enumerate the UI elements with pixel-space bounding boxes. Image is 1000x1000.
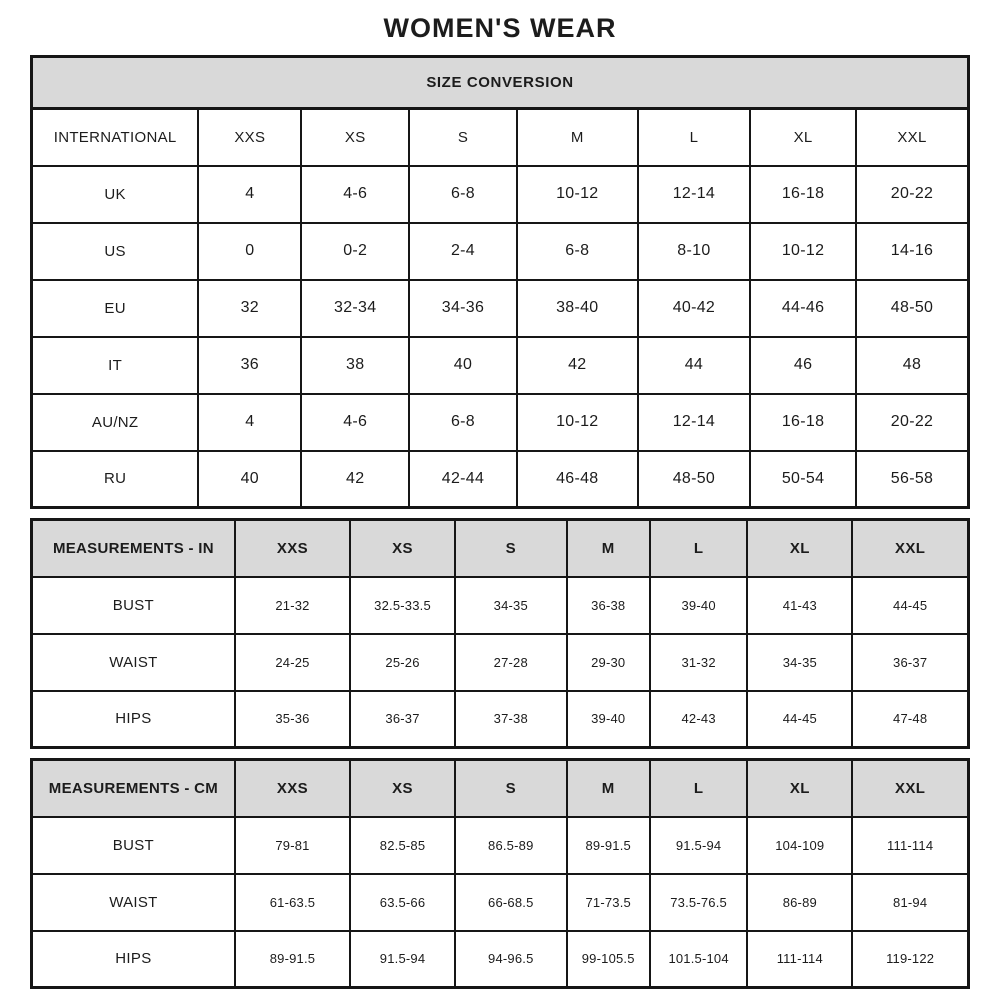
size-header-cell: L [650,520,747,577]
table-row [32,817,969,874]
table-row [32,223,969,280]
value-cell: 39-40 [650,577,747,634]
value-cell: 36-37 [350,691,455,748]
table-row [32,691,969,748]
value-cell: 91.5-94 [350,931,455,988]
value-cell: 10-12 [750,223,856,280]
value-cell: 101.5-104 [650,931,747,988]
table-title: MEASUREMENTS - IN [32,520,235,577]
measurements-in-table [30,518,970,749]
value-cell: 16-18 [750,166,856,223]
value-cell: 4 [198,394,301,451]
value-cell: 34-35 [747,634,852,691]
value-cell: 36-38 [567,577,650,634]
value-cell: 0 [198,223,301,280]
value-cell: 89-91.5 [235,931,350,988]
measurements-in-header-row [32,520,969,577]
size-header-cell: XXL [852,520,968,577]
value-cell: 40-42 [638,280,750,337]
size-header-cell: M [517,109,638,166]
value-cell: 2-4 [409,223,517,280]
size-conversion-title: SIZE CONVERSION [32,57,969,109]
value-cell: 104-109 [747,817,852,874]
value-cell: 21-32 [235,577,350,634]
value-cell: 10-12 [517,166,638,223]
table-row [32,337,969,394]
value-cell: 4-6 [301,166,409,223]
value-cell: 71-73.5 [567,874,650,931]
table-row [32,166,969,223]
size-conversion-table [30,55,970,509]
value-cell: 39-40 [567,691,650,748]
table-row [32,577,969,634]
value-cell: 61-63.5 [235,874,350,931]
value-cell: 25-26 [350,634,455,691]
value-cell: 32-34 [301,280,409,337]
value-cell: 12-14 [638,166,750,223]
value-cell: 8-10 [638,223,750,280]
size-header-cell: M [567,520,650,577]
value-cell: 32 [198,280,301,337]
value-cell: 12-14 [638,394,750,451]
value-cell: 56-58 [856,451,968,508]
value-cell: 47-48 [852,691,968,748]
value-cell: 6-8 [409,166,517,223]
size-conversion-banner-row [32,57,969,109]
value-cell: 94-96.5 [455,931,567,988]
value-cell: 6-8 [517,223,638,280]
value-cell: 27-28 [455,634,567,691]
table-row [32,280,969,337]
value-cell: 42-44 [409,451,517,508]
row-label: INTERNATIONAL [32,109,199,166]
table-row [32,634,969,691]
value-cell: 4 [198,166,301,223]
table-row [32,931,969,988]
size-header-cell: XS [350,760,455,817]
measurements-cm-table [30,758,970,989]
row-label: US [32,223,199,280]
value-cell: 31-32 [650,634,747,691]
value-cell: 82.5-85 [350,817,455,874]
value-cell: 89-91.5 [567,817,650,874]
value-cell: 91.5-94 [650,817,747,874]
row-label: HIPS [32,691,235,748]
table-row [32,451,969,508]
value-cell: 35-36 [235,691,350,748]
value-cell: 36 [198,337,301,394]
value-cell: 38-40 [517,280,638,337]
size-header-cell: XXL [856,109,968,166]
value-cell: 10-12 [517,394,638,451]
table-row [32,874,969,931]
value-cell: 41-43 [747,577,852,634]
value-cell: 99-105.5 [567,931,650,988]
value-cell: 4-6 [301,394,409,451]
page-title: WOMEN'S WEAR [383,13,617,43]
value-cell: 42 [517,337,638,394]
value-cell: 81-94 [852,874,968,931]
size-header-cell: XL [750,109,856,166]
value-cell: 63.5-66 [350,874,455,931]
table-row [32,394,969,451]
size-header-cell: M [567,760,650,817]
size-header-cell: XL [747,760,852,817]
table-title: MEASUREMENTS - CM [32,760,235,817]
row-label: HIPS [32,931,235,988]
value-cell: 111-114 [747,931,852,988]
size-header-cell: L [650,760,747,817]
size-header-cell: XXS [198,109,301,166]
value-cell: 79-81 [235,817,350,874]
size-header-cell: XL [747,520,852,577]
value-cell: 42-43 [650,691,747,748]
value-cell: 42 [301,451,409,508]
measurements-cm-header-row [32,760,969,817]
value-cell: 111-114 [852,817,968,874]
value-cell: 44 [638,337,750,394]
value-cell: 50-54 [750,451,856,508]
row-label: RU [32,451,199,508]
value-cell: 34-36 [409,280,517,337]
size-header-cell: XXS [235,520,350,577]
value-cell: 48 [856,337,968,394]
value-cell: 48-50 [856,280,968,337]
international-header-row [32,109,969,166]
value-cell: 32.5-33.5 [350,577,455,634]
value-cell: 48-50 [638,451,750,508]
value-cell: 38 [301,337,409,394]
size-header-cell: S [455,760,567,817]
size-header-cell: L [638,109,750,166]
value-cell: 40 [409,337,517,394]
value-cell: 37-38 [455,691,567,748]
value-cell: 6-8 [409,394,517,451]
value-cell: 36-37 [852,634,968,691]
value-cell: 14-16 [856,223,968,280]
size-header-cell: XXL [852,760,968,817]
row-label: WAIST [32,874,235,931]
value-cell: 44-45 [852,577,968,634]
size-header-cell: S [455,520,567,577]
value-cell: 46-48 [517,451,638,508]
row-label: AU/NZ [32,394,199,451]
value-cell: 46 [750,337,856,394]
value-cell: 34-35 [455,577,567,634]
row-label: WAIST [32,634,235,691]
row-label: EU [32,280,199,337]
size-header-cell: XS [301,109,409,166]
value-cell: 44-46 [750,280,856,337]
value-cell: 0-2 [301,223,409,280]
value-cell: 86-89 [747,874,852,931]
value-cell: 24-25 [235,634,350,691]
value-cell: 86.5-89 [455,817,567,874]
value-cell: 20-22 [856,394,968,451]
value-cell: 66-68.5 [455,874,567,931]
value-cell: 40 [198,451,301,508]
row-label: UK [32,166,199,223]
size-header-cell: XS [350,520,455,577]
value-cell: 44-45 [747,691,852,748]
row-label: BUST [32,817,235,874]
size-header-cell: S [409,109,517,166]
row-label: BUST [32,577,235,634]
value-cell: 20-22 [856,166,968,223]
value-cell: 29-30 [567,634,650,691]
value-cell: 119-122 [852,931,968,988]
size-header-cell: XXS [235,760,350,817]
value-cell: 73.5-76.5 [650,874,747,931]
row-label: IT [32,337,199,394]
value-cell: 16-18 [750,394,856,451]
